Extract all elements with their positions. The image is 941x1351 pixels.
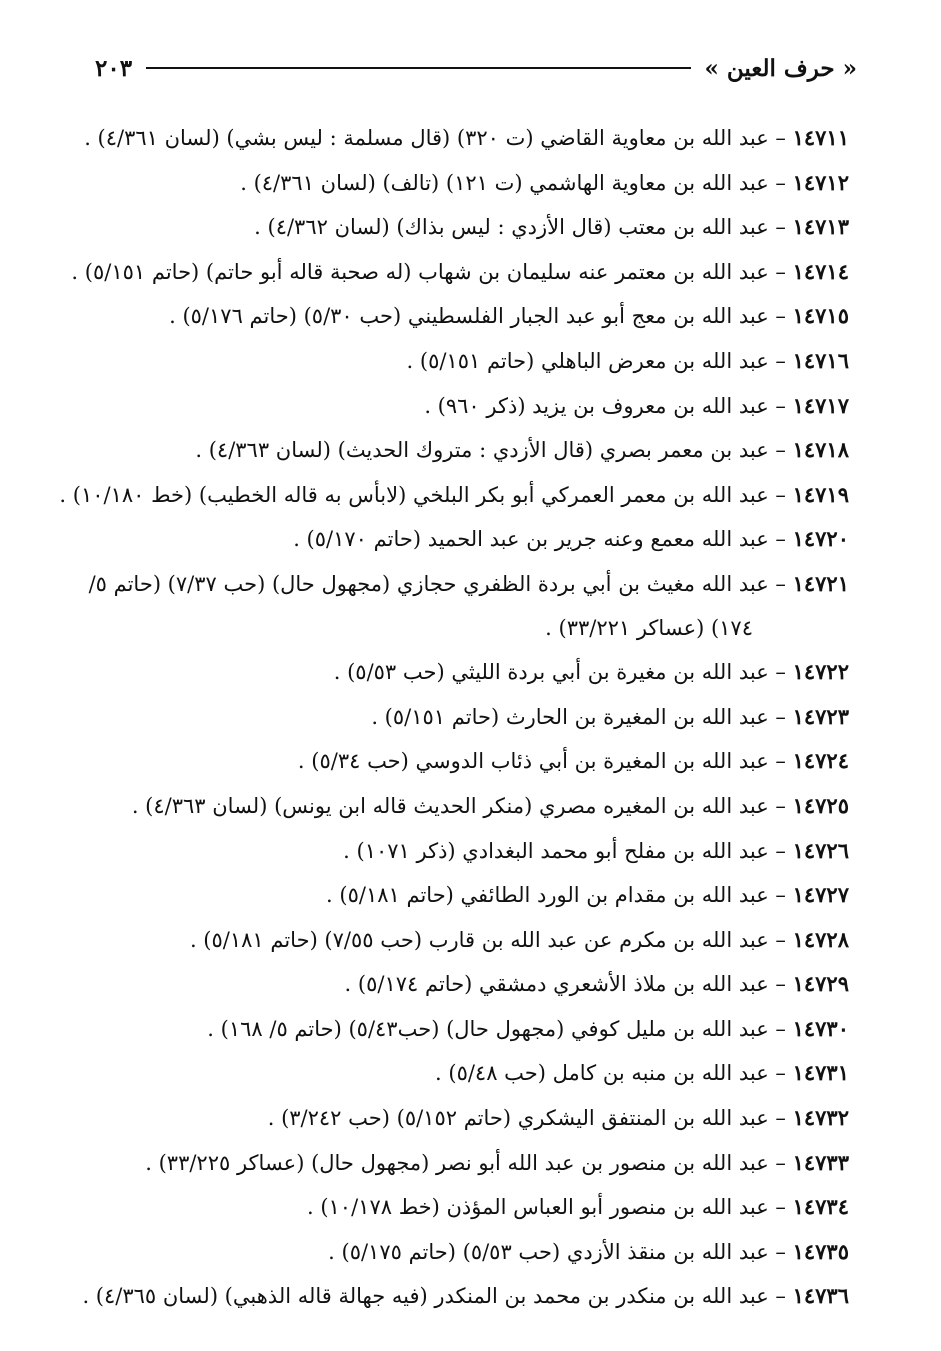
entry-number: ١٤٧١٦: [792, 347, 849, 373]
entry-text: عبد الله بن معاوية القاضي (ت ٣٢٠) (قال مسلمة : ليس بشي) (لسان ٤/٣٦١) .: [84, 126, 769, 150]
entry-item: ١٤٧٢٠ – عبد الله معمع وعنه جرير بن عبد الحميد (حاتم ٥/١٧٠) .: [293, 526, 849, 552]
entry-text: عبد الله بن مغيرة بن أبي بردة الليثي (حب ٥/٥٣) .: [333, 660, 769, 685]
entry-text: عبد الله بن المنتفق اليشكري (حاتم ٥/١٥٢) (حب ٣/٢٤٢) .: [267, 1106, 769, 1131]
entry-item: ١٤٧٣٤ – عبد الله بن منصور أبو العباس المؤذن (خط ١٠/١٧٨) .: [306, 1194, 849, 1220]
entry-item: ١٤٧٣٥ – عبد الله بن منقذ الأزدي (حب ٥/٥٣) (حاتم ٥/١٧٥) .: [328, 1238, 849, 1264]
entry-number: ١٤٧٣٣: [792, 1149, 849, 1175]
entry-number: ١٤٧٢١: [792, 570, 849, 596]
entry-text: عبد الله بن معتمر عنه سليمان بن شهاب (له صحبة قاله أبو حاتم) (حاتم ٥/١٥١) .: [71, 259, 769, 284]
entry-text: عبد الله مغيث بن أبي بردة الظفري حجازي (مجهول حال) (حب ٧/٣٧) (حاتم ٥/: [88, 571, 769, 596]
entry-number: ١٤٧٢٩: [792, 971, 849, 997]
entry-item: ١٤٧٢٩ – عبد الله بن ملاذ الأشعري دمشقي (حاتم ٥/١٧٤) .: [344, 971, 849, 997]
page-number: ٢٠٣: [95, 54, 133, 82]
entry-item: ١٤٧٣٠ – عبد الله بن مليل كوفي (مجهول حال) (حب٥/٤٣) (حاتم ٥/ ١٦٨) .: [207, 1015, 849, 1041]
entry-text: عبد الله بن معرض الباهلي (حاتم ٥/١٥١) .: [406, 348, 769, 373]
entry-text: عبد الله بن معروف بن يزيد (ذكر ٩٦٠) .: [424, 393, 769, 418]
entry-item: ١٤٧٣٦ – عبد الله بن منكدر بن محمد بن المنكدر (فيه جهالة قاله الذهبي) (لسان ٤/٣٦٥) .: [82, 1283, 849, 1309]
entry-item: ١٤٧٢٢ – عبد الله بن مغيرة بن أبي بردة الليثي (حب ٥/٥٣) .: [333, 659, 849, 685]
entry-number: ١٤٧٣٥: [792, 1238, 849, 1264]
entry-number: ١٤٧٣٠: [792, 1015, 849, 1041]
entry-number: ١٤٧٣١: [792, 1060, 849, 1086]
entry-item: ١٤٧١٨ – عبد بن معمر بصري (قال الأزدي : متروك الحديث) (لسان ٤/٣٦٣) .: [195, 437, 849, 463]
entry-item: ١٤٧٣٣ – عبد الله بن منصور بن عبد الله أبو نصر (مجهول حال) (عساكر ٣٣/٢٢٥) .: [145, 1149, 849, 1175]
entry-text: عبد بن معمر بصري (قال الأزدي : متروك الحديث) (لسان ٤/٣٦٣) .: [195, 438, 769, 463]
entry-number: ١٤٧١٨: [792, 437, 849, 463]
entry-item: ١٤٧١٩ – عبد الله بن معمر العمركي أبو بكر البلخي (لابأس به قاله الخطيب) (خط ١٠/١٨٠) .: [59, 481, 849, 507]
entry-item: ١٤٧١٢ – عبد الله بن معاوية الهاشمي (ت ١٢١) (تالف) (لسان ٤/٣٦١) .: [240, 169, 849, 195]
entry-text: عبد الله بن المغيرة بن الحارث (حاتم ٥/١٥١) .: [371, 704, 769, 729]
entry-text: عبد الله بن معاوية الهاشمي (ت ١٢١) (تالف) (لسان ٤/٣٦١) .: [240, 170, 769, 195]
entry-text: عبد الله بن معج أبو عبد الجبار الفلسطيني (حب ٥/٣٠) (حاتم ٥/١٧٦) .: [169, 304, 769, 329]
entry-number: ١٤٧٣٤: [792, 1194, 849, 1220]
entry-item: ١٤٧٢٤ – عبد الله بن المغيرة بن أبي ذئاب الدوسي (حب ٥/٣٤) .: [297, 748, 849, 774]
entry-item: ١٤٧١٧ – عبد الله بن معروف بن يزيد (ذكر ٩٦٠) .: [424, 392, 849, 418]
entry-number: ١٤٧٣٦: [792, 1283, 849, 1309]
entry-continuation: ١٧٤) (عساكر ٣٣/٢٢١) .: [545, 615, 753, 640]
entry-text: عبد الله بن منكدر بن محمد بن المنكدر (فيه جهالة قاله الذهبي) (لسان ٤/٣٦٥) .: [82, 1284, 769, 1309]
entry-text: عبد الله بن منقذ الأزدي (حب ٥/٥٣) (حاتم ٥/١٧٥) .: [328, 1239, 769, 1264]
entry-item: ١٤٧١٤ – عبد الله بن معتمر عنه سليمان بن شهاب (له صحبة قاله أبو حاتم) (حاتم ٥/١٥١) .: [71, 258, 849, 284]
entry-number: ١٤٧٢٠: [792, 526, 849, 552]
entry-item: ١٤٧١١ – عبد الله بن معاوية القاضي (ت ٣٢٠) (قال مسلمة : ليس بشي) (لسان ٤/٣٦١) .: [84, 125, 849, 150]
entry-number: ١٤٧٢٨: [792, 926, 849, 952]
entry-text: عبد الله بن منبه بن كامل (حب ٥/٤٨) .: [435, 1061, 769, 1086]
entry-text: عبد الله بن مليل كوفي (مجهول حال) (حب٥/٤٣) (حاتم ٥/ ١٦٨) .: [207, 1016, 769, 1041]
entry-text: عبد الله بن مقدام بن الورد الطائفي (حاتم ٥/١٨١) .: [326, 883, 769, 908]
entry-text: عبد الله بن المغيرة بن أبي ذئاب الدوسي (حب ٥/٣٤) .: [297, 749, 769, 774]
entry-number: ١٤٧١١: [792, 125, 849, 150]
chapter-title: « حرف العين »: [704, 54, 857, 82]
entry-number: ١٤٧٢٧: [792, 882, 849, 908]
entry-text: عبد الله بن المغيره مصري (منكر الحديث قاله ابن يونس) (لسان ٤/٣٦٣) .: [131, 793, 769, 818]
entry-number: ١٤٧١٤: [792, 258, 849, 284]
entry-list: [59, 116, 849, 1319]
entry-number: ١٤٧١٢: [792, 169, 849, 195]
entry-number: ١٤٧٢٥: [792, 792, 849, 818]
entry-number: ١٤٧٢٦: [792, 837, 849, 863]
entry-number: ١٤٧١٣: [792, 214, 849, 240]
entry-text: عبد الله بن معمر العمركي أبو بكر البلخي (لابأس به قاله الخطيب) (خط ١٠/١٨٠) .: [59, 482, 769, 507]
entry-item: ١٤٧٢١ – عبد الله مغيث بن أبي بردة الظفري حجازي (مجهول حال) (حب ٧/٣٧) (حاتم ٥/ ١٧٤) (عساكر ٣٣/٢٢١) .: [89, 562, 849, 650]
entry-number: ١٤٧١٩: [792, 481, 849, 507]
entry-item: ١٤٧٢٦ – عبد الله بن مفلح أبو محمد البغدادي (ذكر ١٠٧١) .: [343, 837, 849, 863]
entry-text: عبد الله بن مكرم عن عبد الله بن قارب (حب ٧/٥٥) (حاتم ٥/١٨١) .: [189, 927, 769, 952]
entry-number: ١٤٧٢٤: [792, 748, 849, 774]
entry-item: ١٤٧١٥ – عبد الله بن معج أبو عبد الجبار الفلسطيني (حب ٥/٣٠) (حاتم ٥/١٧٦) .: [169, 303, 849, 329]
entry-item: ١٤٧٣١ – عبد الله بن منبه بن كامل (حب ٥/٤٨) .: [435, 1060, 849, 1086]
header-rule: [146, 67, 690, 69]
entry-number: ١٤٧٣٢: [792, 1105, 849, 1131]
entry-text: عبد الله بن منصور بن عبد الله أبو نصر (مجهول حال) (عساكر ٣٣/٢٢٥) .: [145, 1150, 769, 1175]
entry-text: عبد الله بن معتب (قال الأزدي : ليس بذاك) (لسان ٤/٣٦٢) .: [254, 215, 769, 240]
entry-text: عبد الله معمع وعنه جرير بن عبد الحميد (حاتم ٥/١٧٠) .: [293, 527, 769, 552]
entry-number: ١٤٧٢٢: [792, 659, 849, 685]
entry-item: ١٤٧٢٧ – عبد الله بن مقدام بن الورد الطائفي (حاتم ٥/١٨١) .: [326, 882, 849, 908]
entry-text: عبد الله بن ملاذ الأشعري دمشقي (حاتم ٥/١٧٤) .: [344, 972, 769, 997]
entry-item: ١٤٧٣٢ – عبد الله بن المنتفق اليشكري (حاتم ٥/١٥٢) (حب ٣/٢٤٢) .: [267, 1105, 849, 1131]
entry-text: عبد الله بن منصور أبو العباس المؤذن (خط ١٠/١٧٨) .: [306, 1195, 769, 1220]
entry-number: ١٤٧١٧: [792, 392, 849, 418]
entry-item: ١٤٧٢٥ – عبد الله بن المغيره مصري (منكر الحديث قاله ابن يونس) (لسان ٤/٣٦٣) .: [131, 792, 849, 818]
entry-number: ١٤٧١٥: [792, 303, 849, 329]
entry-item: ١٤٧١٦ – عبد الله بن معرض الباهلي (حاتم ٥/١٥١) .: [406, 347, 849, 373]
running-header: [95, 48, 857, 88]
entry-text: عبد الله بن مفلح أبو محمد البغدادي (ذكر ١٠٧١) .: [343, 838, 769, 863]
entry-item: ١٤٧٢٣ – عبد الله بن المغيرة بن الحارث (حاتم ٥/١٥١) .: [371, 703, 849, 729]
entry-number: ١٤٧٢٣: [792, 703, 849, 729]
entry-item: ١٤٧١٣ – عبد الله بن معتب (قال الأزدي : ليس بذاك) (لسان ٤/٣٦٢) .: [254, 214, 849, 240]
entry-item: ١٤٧٢٨ – عبد الله بن مكرم عن عبد الله بن قارب (حب ٧/٥٥) (حاتم ٥/١٨١) .: [189, 926, 849, 952]
